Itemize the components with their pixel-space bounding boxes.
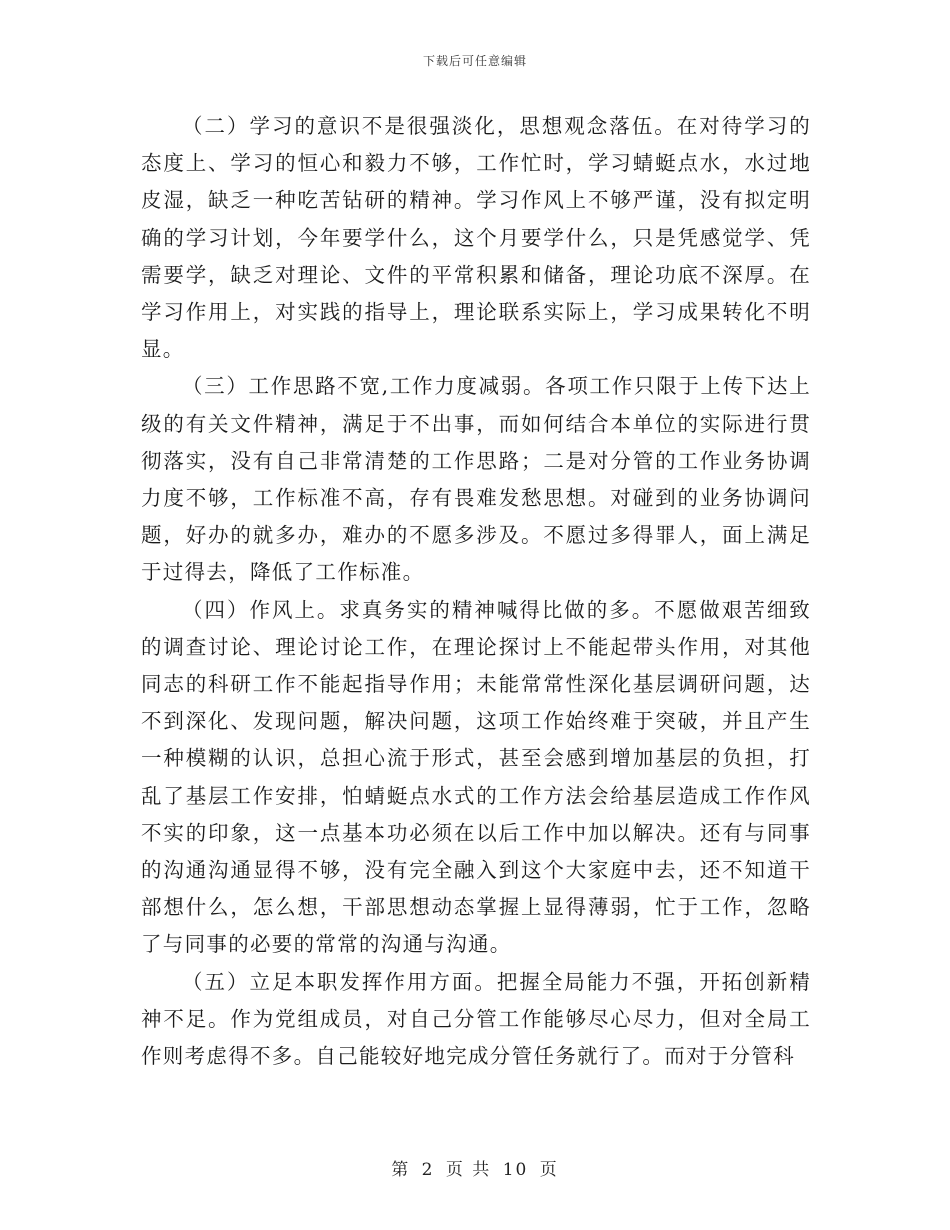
page-label-prefix: 第 bbox=[391, 1160, 411, 1180]
page-number-footer bbox=[0, 1155, 950, 1180]
document-body bbox=[141, 108, 811, 1075]
total-pages-number: 10 bbox=[502, 1160, 529, 1180]
page-label-suffix: 页 bbox=[539, 1160, 559, 1180]
paragraph-5: （五）立足本职发挥作用方面。把握全局能力不强，开拓创新精神不足。作为党组成员，对自己分管工作能够尽心尽力，但对全局工作则考虑得不多。自己能较好地完成分管任务就行了。而对于分管科 bbox=[141, 969, 811, 1069]
page-label-mid: 页 共 bbox=[445, 1160, 492, 1180]
paragraph-3: （三）工作思路不宽,工作力度减弱。各项工作只限于上传下达上级的有关文件精神，满足于不出事，而如何结合本单位的实际进行贯彻落实，没有自己非常清楚的工作思路；二是对分管的工作业务协调力度不够，工作标准不高，存有畏难发愁思想。对碰到的业务协调问题，好办的就多办，难办的不愿多涉及。不愿过多得罪人，面上满足于过得去，降低了工作标准。 bbox=[141, 374, 811, 585]
header-note: 下载后可任意编辑 bbox=[422, 54, 527, 68]
paragraph-4: （四）作风上。求真务实的精神喊得比做的多。不愿做艰苦细致的调查讨论、理论讨论工作，在理论探讨上不能起带头作用，对其他同志的科研工作不能起指导作用；未能常常性深化基层调研问题，达不到深化、发现问题，解决问题，这项工作始终难于突破，并且产生一种模糊的认识，总担心流于形式，甚至会感到增加基层的负担，打乱了基层工作安排，怕蜻蜓点水式的工作方法会给基层造成工作作风不实的印象，这一点基本功必须在以后工作中加以解决。还有与同事的沟通沟通显得不够，没有完全融入到这个大家庭中去，还不知道干部想什么，怎么想，干部思想动态掌握上显得薄弱，忙于工作，忽略了与同事的必要的常常的沟通与沟通。 bbox=[141, 597, 811, 957]
current-page-number: 2 bbox=[421, 1160, 435, 1180]
paragraph-2: （二）学习的意识不是很强淡化，思想观念落伍。在对待学习的态度上、学习的恒心和毅力不够，工作忙时，学习蜻蜓点水，水过地皮湿，缺乏一种吃苦钻研的精神。学习作风上不够严谨，没有拟定明确的学习计划，今年要学什么，这个月要学什么，只是凭感觉学、凭需要学，缺乏对理论、文件的平常积累和储备，理论功底不深厚。在学习作用上，对实践的指导上，理论联系实际上，学习成果转化不明显。 bbox=[141, 114, 811, 362]
